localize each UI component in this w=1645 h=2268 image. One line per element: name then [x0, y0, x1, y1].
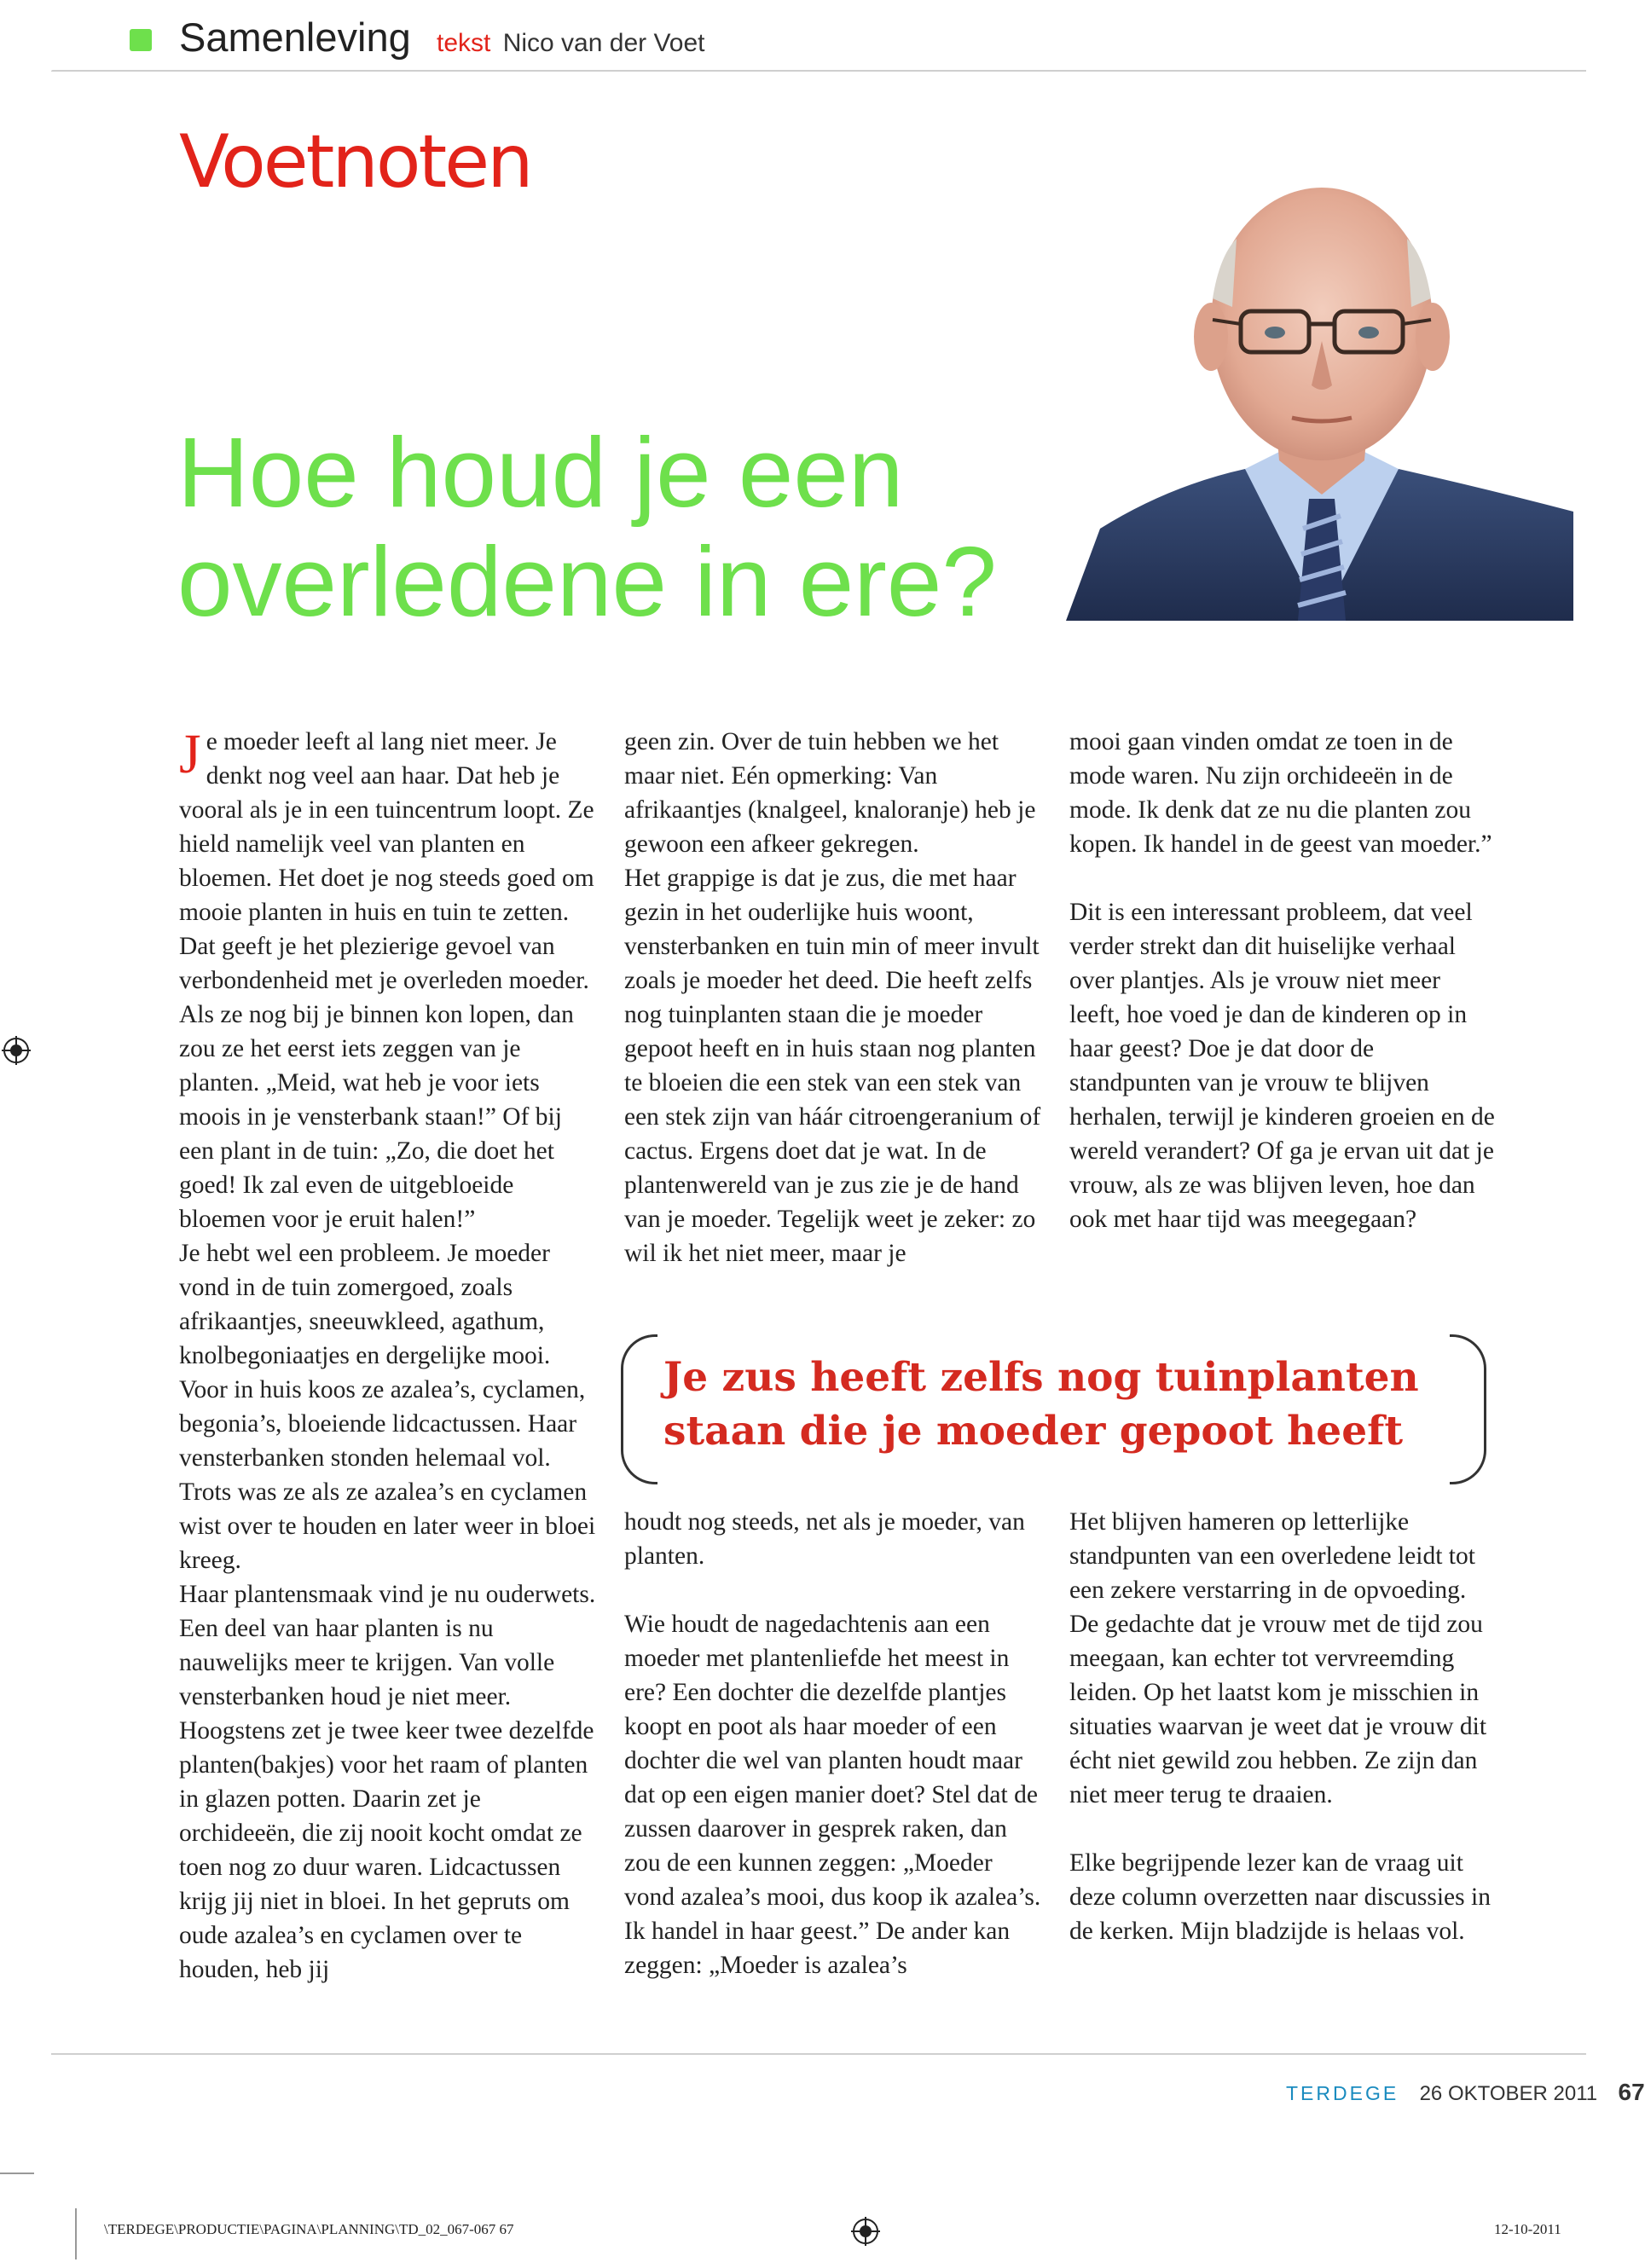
print-slug-date: 12-10-2011 [1494, 2221, 1561, 2237]
byline-author: Nico van der Voet [502, 29, 705, 57]
bottom-rule [51, 2053, 1586, 2055]
section-marker-icon [130, 29, 152, 51]
body-column-2-continued [624, 1505, 1046, 1982]
body-paragraph: Haar plantensmaak vind je nu ouderwets. Een deel van haar planten is nu nauwelijks meer te krijgen. Van volle vensterbanken houd je niet meer. Hoogstens zet je twee keer twee dezelfde planten(bakjes) voor het raam of planten in glazen potten. Daarin zet je orchideeën, die zij nooit kocht omdat ze toen nog zo duur waren. Lidcactussen krijg jij niet in bloei. In het gepruts om oude azalea’s en cyclamen over te houden, heb jij [179, 1581, 596, 1983]
headline: Hoe houd je een overledene in ere? [177, 417, 997, 637]
dropcap: J [179, 723, 201, 785]
body-column-3 [1069, 725, 1496, 1236]
body-paragraph: Het grappige is dat je zus, die met haar gezin in het ouderlijke huis woont, vensterbanken en tuin min of meer invult zoals je moeder het deed. Die heeft zelfs nog tuinplanten staan die je moeder gepoot heeft en in huis staan nog planten te bloeien die een stek van een stek van een stek zijn van háár citroengeranium of cactus. Ergens doet dat je wat. In de plantenwereld van je zus zie je de hand van je moeder. Tegelijk weet je zeker: zo wil ik het niet meer, maar je [624, 865, 1041, 1267]
body-paragraph: houdt nog steeds, net als je moeder, van planten. [624, 1508, 1025, 1570]
body-paragraph: Je hebt wel een probleem. Je moeder vond in de tuin zomergoed, zoals afrikaantjes, sneeuwkleed, agathum, knolbegoniaatjes en dergelijke mooi. Voor in huis koos ze azalea’s, cyclamen, begonia’s, bloeiende lidcactussen. Haar vensterbanken stonden helemaal vol. Trots was ze als ze azalea’s en cyclamen wist over te houden en later weer in bloei kreeg. [179, 1240, 596, 1574]
print-slug-path: \TERDEGE\PRODUCTIE\PAGINA\PLANNING\TD_02_067-067 67 [104, 2221, 514, 2237]
byline-label: tekst [437, 29, 491, 57]
top-rule [51, 70, 1586, 72]
crop-mark [0, 2173, 34, 2174]
body-paragraph: Dit is een interessant probleem, dat veel verder strekt dan dit huiselijke verhaal over plantjes. Als je vrouw niet meer leeft, hoe voed je dan de kinderen op in haar geest? Doe je dat door de standpunten van je vrouw te blijven herhalen, terwijl je kinderen groeien en de wereld verandert? Of ga je ervan uit dat je vrouw, als ze was blijven leven, hoe dan ook met haar tijd was meegegaan? [1069, 899, 1495, 1233]
registration-mark-icon [2, 1036, 31, 1065]
issue-date: 26 OKTOBER 2011 [1419, 2082, 1598, 2105]
body-paragraph: Elke begrijpende lezer kan de vraag uit deze column overzetten naar discussies in de kerken. Mijn bladzijde is helaas vol. [1069, 1849, 1491, 1945]
page-number: 67 [1618, 2079, 1645, 2105]
section-title: Samenleving [179, 14, 411, 60]
pull-quote-left-bracket [621, 1334, 657, 1484]
body-column-1 [179, 725, 597, 1987]
body-column-3-continued [1069, 1505, 1496, 1948]
body-paragraph: Het blijven hameren op letterlijke standpunten van een overledene leidt tot een zekere verstarring in de opvoeding. De gedachte dat je vrouw met de tijd zou meegaan, kan echter tot vervreemding leiden. Op het laatst kom je misschien in situaties waarvan je weet dat je vrouw dit écht niet gewild zou hebben. Ze zijn dan niet meer terug te draaien. [1069, 1508, 1487, 1808]
pull-quote-right-bracket [1450, 1334, 1486, 1484]
author-portrait [1066, 153, 1573, 621]
page-footer [1286, 2079, 1645, 2106]
body-paragraph: Als ze nog bij je binnen kon lopen, dan zou ze het eerst iets zeggen van je planten. „Meid, wat heb je voor iets moois in je vensterbank staan!” Of bij een plant in de tuin: „Zo, die doet het goed! Ik zal even de uitgebloeide bloemen voor je eruit halen!” [179, 1001, 574, 1233]
body-paragraph: geen zin. Over de tuin hebben we het maar niet. Eén opmerking: Van afrikaantjes (knalgeel, knaloranje) heb je gewoon een afkeer gekregen. [624, 728, 1036, 858]
column-name: Voetnoten [179, 119, 531, 205]
body-paragraph-text: e moeder leeft al lang niet meer. Je denkt nog veel aan haar. Dat heb je vooral als je in een tuincentrum loopt. Ze hield namelijk veel van planten en bloemen. Het doet je nog steeds goed om mooie planten in huis en tuin te zetten. Dat geeft je het plezierige gevoel van verbondenheid met je overleden moeder. [179, 728, 594, 994]
crop-mark [75, 2208, 77, 2259]
pull-quote: Je zus heeft zelfs nog tuinplanten staan die je moeder gepoot heeft [663, 1354, 1419, 1455]
byline [437, 29, 705, 58]
body-paragraph [179, 725, 597, 998]
body-paragraph: mooi gaan vinden omdat ze toen in de mode waren. Nu zijn orchideeën in de mode. Ik denk dat ze nu die planten zou kopen. Ik handel in de geest van moeder.” [1069, 728, 1492, 858]
registration-mark-icon [851, 2217, 880, 2246]
author-portrait-image [1066, 153, 1573, 621]
body-paragraph: Wie houdt de nagedachtenis aan een moeder met plantenliefde het meest in ere? Een dochter die dezelfde plantjes koopt en poot als haar moeder of een dochter die wel van planten houdt maar dat op een eigen manier doet? Stel dat de zussen daarover in gesprek raken, dan zou de een kunnen zeggen: „Moeder vond azalea’s mooi, dus koop ik azalea’s. Ik handel in haar geest.” De ander kan zeggen: „Moeder is azalea’s [624, 1611, 1041, 1979]
magazine-name: TERDEGE [1286, 2082, 1399, 2104]
body-column-2 [624, 725, 1046, 1270]
